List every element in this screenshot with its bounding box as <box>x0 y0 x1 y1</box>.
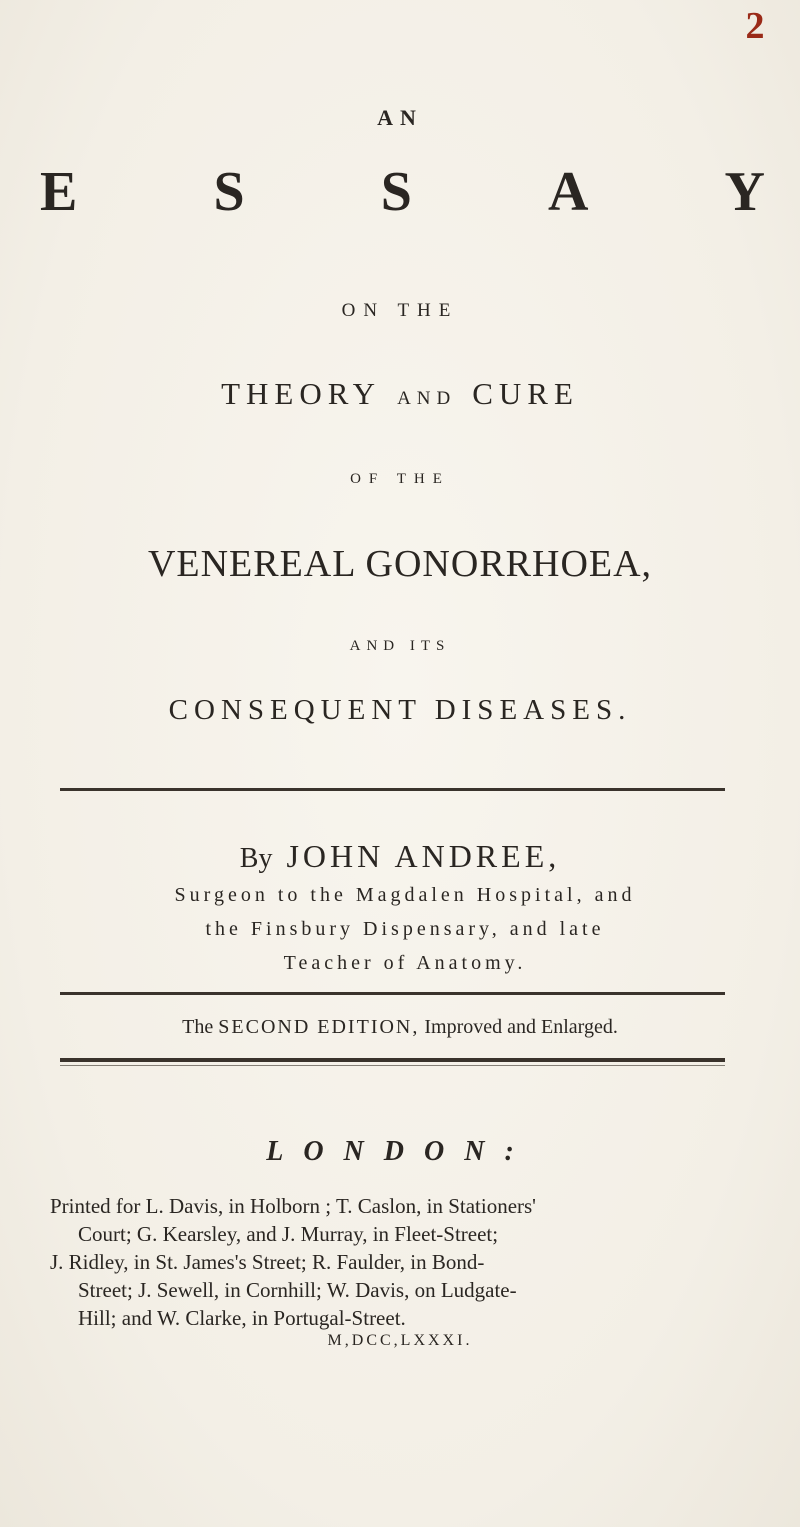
edition-prefix: The <box>182 1016 214 1038</box>
essay-letter: Y <box>724 161 765 223</box>
title-and: AND <box>397 388 457 409</box>
essay-letter: S <box>380 161 412 223</box>
edition-suffix: Improved and Enlarged. <box>424 1016 618 1038</box>
page-number: 2 <box>745 5 765 47</box>
divider-rule <box>60 1058 725 1062</box>
title-an: AN <box>377 105 423 130</box>
essay-letter: A <box>547 161 589 223</box>
imprint-city: LONDON: <box>266 1136 534 1167</box>
imprint-line: Hill; and W. Clarke, in Portugal-Street. <box>78 1306 406 1330</box>
edition-caps: SECOND EDITION, <box>218 1016 420 1038</box>
title-theory: THEORY <box>221 376 382 411</box>
title-main-subject: VENEREAL GONORRHOEA, <box>147 543 653 585</box>
title-of-the: OF THE <box>350 471 450 487</box>
title-essay <box>40 160 765 224</box>
title-cure: CURE <box>472 376 579 411</box>
imprint-line: Court; G. Kearsley, and J. Murray, in Fleet-Street; <box>78 1222 499 1246</box>
essay-letter: S <box>213 161 245 223</box>
imprint-date: M,DCC,LXXXI. <box>327 1332 473 1349</box>
author-name: JOHN ANDREE, <box>286 838 561 874</box>
title-consequent: CONSEQUENT DISEASES. <box>168 694 632 726</box>
title-and-its: AND ITS <box>349 638 451 654</box>
author-by: By <box>239 843 273 874</box>
edition-line <box>0 1016 800 1039</box>
imprint-line: Street; J. Sewell, in Cornhill; W. Davis, on Ludgate- <box>78 1278 517 1302</box>
author-line <box>0 838 800 875</box>
author-desc-line: Teacher of Anatomy. <box>283 952 527 974</box>
imprint-line: Printed for L. Davis, in Holborn ; T. Caslon, in Stationers' <box>50 1194 536 1218</box>
author-desc-line: the Finsbury Dispensary, and late <box>205 918 605 940</box>
title-theory-and-cure <box>40 376 760 412</box>
imprint-text <box>50 1192 750 1332</box>
author-desc-line: Surgeon to the Magdalen Hospital, and <box>174 884 636 906</box>
divider-rule <box>60 992 725 995</box>
author-description <box>90 878 720 980</box>
title-on-the: ON THE <box>341 300 459 321</box>
divider-rule <box>60 1065 725 1066</box>
divider-rule <box>60 788 725 791</box>
essay-letter: E <box>40 161 78 223</box>
imprint-line: J. Ridley, in St. James's Street; R. Faulder, in Bond- <box>50 1250 485 1274</box>
